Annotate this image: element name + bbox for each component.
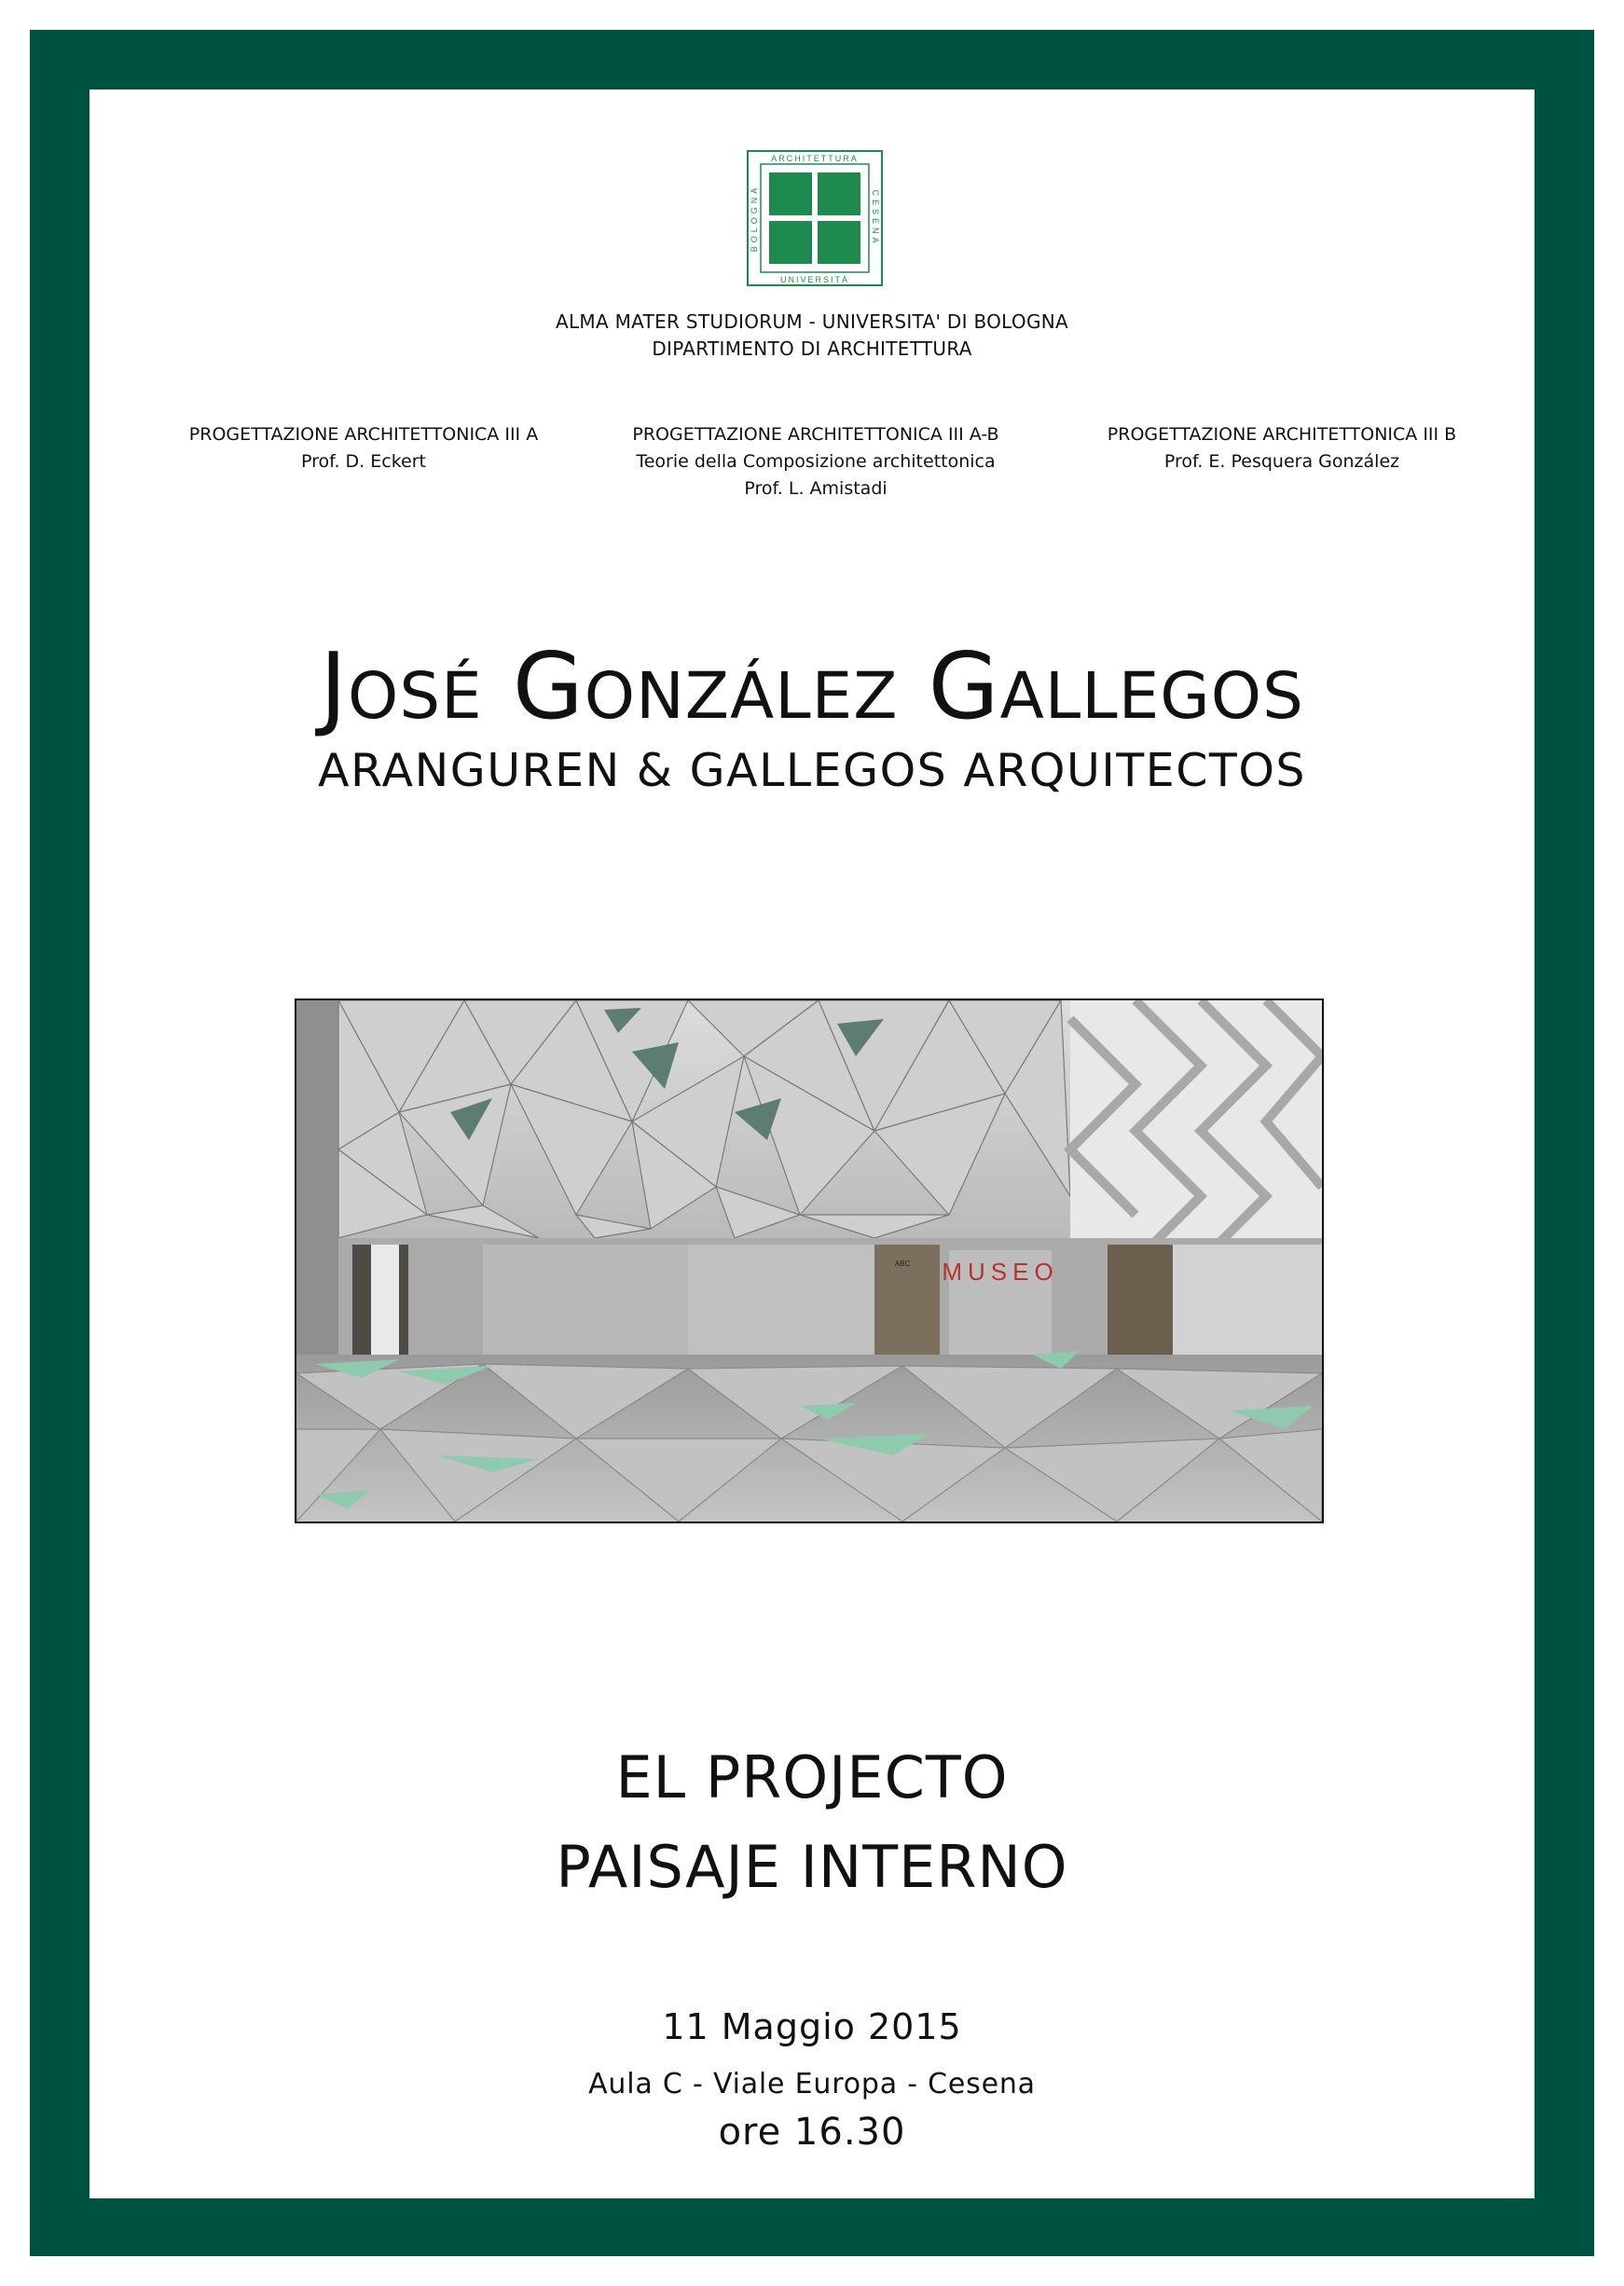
- event-date: 11 Maggio 2015: [662, 2006, 962, 2047]
- course-block-a: [149, 421, 578, 475]
- lecture-title-line1: EL PROJECTO: [615, 1743, 1009, 1811]
- museum-facade-image: [296, 1000, 1322, 1522]
- building-photo: [295, 998, 1324, 1523]
- logo-text-bottom: UNIVERSITÀ: [779, 275, 850, 284]
- course-professor: Prof. E. Pesquera González: [1163, 451, 1400, 472]
- department-name: DIPARTIMENTO DI ARCHITETTURA: [652, 337, 972, 360]
- institution-name: ALMA MATER STUDIORUM - UNIVERSITA' DI BOLOGNA: [555, 310, 1068, 333]
- logo-text-right: CESENA: [871, 189, 880, 247]
- course-title: PROGETTAZIONE ARCHITETTONICA III A-B: [632, 424, 999, 445]
- course-block-ab: [601, 421, 1030, 503]
- university-logo: [746, 149, 884, 287]
- lecture-title-line2: PAISAJE INTERNO: [556, 1833, 1068, 1901]
- event-venue: Aula C - Viale Europa - Cesena: [588, 2068, 1036, 2100]
- course-block-b: [1067, 421, 1496, 475]
- logo-text-top: ARCHITETTURA: [771, 154, 859, 163]
- course-title: PROGETTAZIONE ARCHITETTONICA III A: [188, 424, 539, 445]
- museum-small-sign: ABC: [894, 1260, 911, 1268]
- event-time: ore 16.30: [718, 2111, 906, 2154]
- course-professor: Prof. L. Amistadi: [744, 478, 888, 499]
- logo-emblem-icon: [746, 149, 884, 287]
- course-subtitle: Teorie della Composizione architettonica: [636, 451, 996, 472]
- course-professor: Prof. D. Eckert: [301, 451, 426, 472]
- museum-sign: MUSEO: [942, 1258, 1059, 1286]
- logo-text-left: BOLOGNA: [750, 184, 759, 253]
- course-title: PROGETTAZIONE ARCHITETTONICA III B: [1107, 424, 1457, 445]
- speaker-name: José González Gallegos: [320, 634, 1304, 740]
- studio-name: ARANGUREN & GALLEGOS ARQUITECTOS: [317, 744, 1307, 797]
